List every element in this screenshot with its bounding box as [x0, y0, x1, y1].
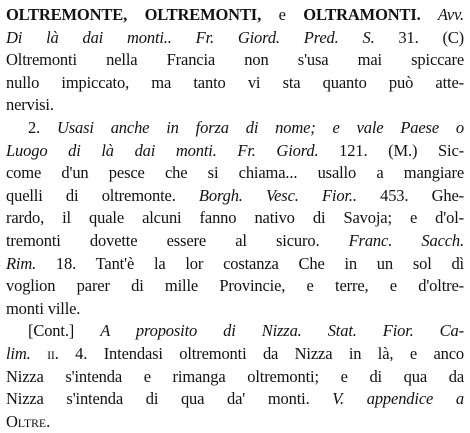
entry-text-segment: quelli di oltremonte.: [6, 185, 199, 205]
headword: OLTREMONTE, OLTREMONTI,: [6, 5, 279, 24]
entry-line: [6, 230, 464, 253]
entry-line: [6, 140, 464, 163]
entry-text-segment: Nizza s'intenda e rimanga oltremonti; e di qua da: [6, 366, 464, 386]
entry-text-segment: Usasi anche in forza di nome; e vale Paese o: [56, 117, 464, 137]
entry-line: [6, 49, 464, 72]
entry-text-segment: 18. Tant'è la lor costanza Che in un sol dì: [36, 253, 464, 273]
entry-text-segment: rardo, il quale alcuni fanno nativo di Savoja; e d'ol-: [6, 208, 464, 228]
entry-line: [6, 343, 464, 366]
entry-text-segment: e: [278, 5, 286, 24]
entry-text-segment: lim.: [6, 343, 31, 363]
entry-text-segment: 2.: [28, 117, 57, 137]
entry-line: [6, 4, 464, 27]
entry-text-segment: Di là dai monti..: [6, 27, 172, 47]
entry-text-segment: A proposito di Nizza. Stat. Fior. Ca-: [100, 321, 464, 341]
entry-text-segment: nervisi.: [6, 95, 54, 115]
entry-text-segment: Rim.: [6, 253, 37, 273]
entry-line: [6, 388, 464, 411]
entry-text-segment: [Cont.]: [28, 321, 101, 341]
entry-line: [6, 411, 464, 433]
entry-text: [6, 4, 464, 433]
entry-text-segment: nullo impiccato, ma tanto vi sta quanto può atte-: [6, 72, 464, 92]
entry-text-segment: .: [46, 411, 51, 431]
entry-line: [6, 72, 464, 95]
entry-text-segment: 31. (C): [374, 27, 464, 47]
entry-text-segment: ii: [47, 343, 55, 363]
entry-text-segment: tremonti dovette essere al sicuro.: [6, 230, 349, 250]
entry-line: [6, 27, 464, 50]
entry-text-segment: monti ville.: [6, 298, 81, 318]
entry-text-segment: Luogo di là dai monti. Fr. Giord.: [6, 140, 319, 160]
entry-line: [6, 185, 464, 208]
entry-text-segment: V. appendice a: [332, 389, 464, 409]
entry-text-segment: Fr. Giord. Pred. S.: [195, 27, 375, 47]
entry-line: [6, 94, 464, 117]
entry-text-segment: [172, 28, 196, 47]
headword: OLTRAMONTI.: [285, 5, 421, 24]
entry-text-segment: Oltre: [6, 411, 47, 431]
entry-text-segment: Oltremonti nella Francia non s'usa mai spiccare: [6, 50, 464, 70]
dictionary-entry: [6, 4, 464, 433]
entry-text-segment: 453. Ghe-: [356, 185, 464, 205]
entry-text-segment: come d'un pesce che si chiama... usallo a mangiare: [6, 163, 464, 183]
entry-line: [6, 162, 464, 185]
entry-text-segment: Avv.: [420, 5, 464, 24]
entry-line: [6, 275, 464, 298]
entry-text-segment: voglion parer di mille Provincie, e terre, e d'oltre-: [6, 276, 464, 296]
entry-line: [6, 207, 464, 230]
entry-line: [6, 320, 464, 343]
entry-text-segment: Borgh. Vesc. Fior..: [198, 185, 357, 205]
entry-text-segment: Franc. Sacch.: [348, 230, 464, 250]
entry-text-segment: Nizza s'intenda di qua da' monti.: [6, 389, 333, 409]
entry-line: [6, 253, 464, 276]
entry-line: [6, 117, 464, 140]
entry-text-segment: [31, 344, 47, 363]
entry-text-segment: . 4. Intendasi oltremonti da Nizza in là, e anco: [54, 343, 464, 363]
entry-line: [6, 298, 464, 321]
entry-line: [6, 366, 464, 389]
entry-text-segment: 121. (M.) Sic-: [318, 140, 464, 160]
